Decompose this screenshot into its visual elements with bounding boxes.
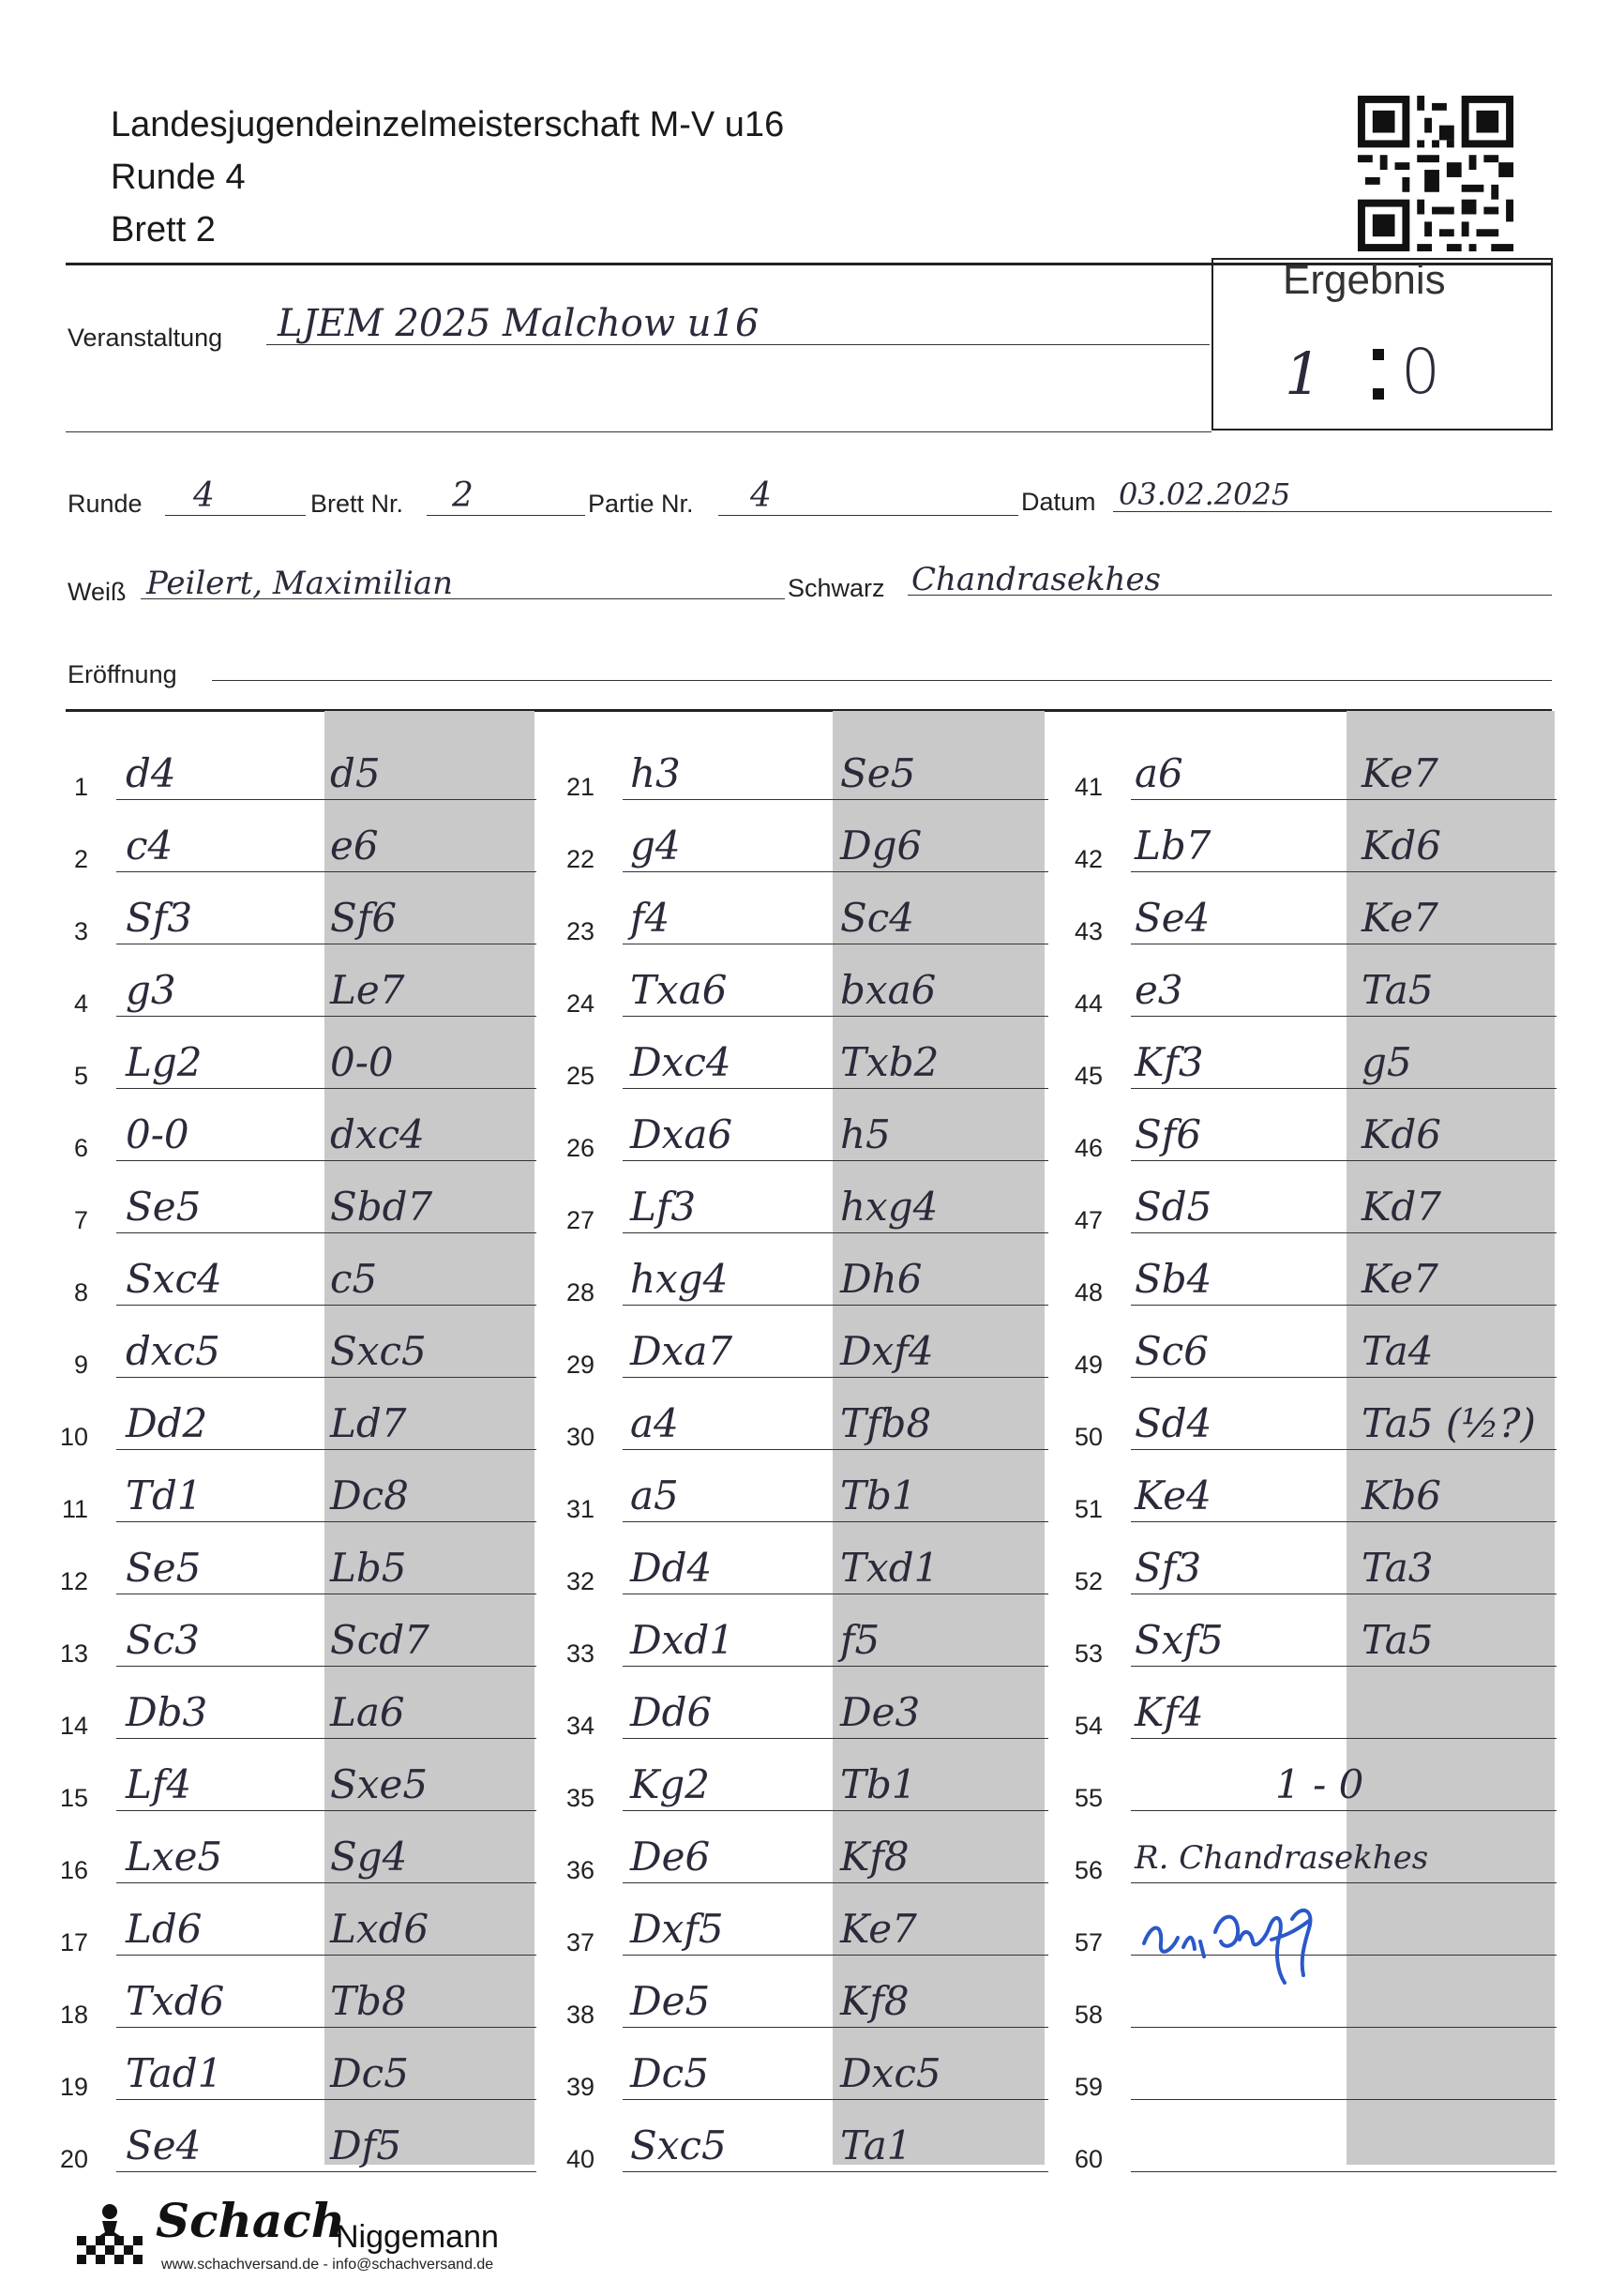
move-number: 12 [59, 1567, 88, 1595]
move-number: 6 [73, 1134, 88, 1162]
move-number: 58 [1074, 2001, 1103, 2029]
move-row-line [1131, 2099, 1557, 2100]
black-move[interactable]: Tfb8 [840, 1400, 932, 1446]
round-label: Runde [68, 490, 143, 518]
move-row-line [1131, 1232, 1557, 1233]
move-number: 24 [565, 989, 594, 1018]
black-move[interactable]: Kf8 [840, 1834, 910, 1880]
game-value[interactable]: 4 [750, 476, 772, 515]
white-move[interactable]: Dxa7 [630, 1328, 733, 1374]
move-row-line [116, 1232, 536, 1233]
black-move[interactable]: Ke7 [1362, 1256, 1438, 1302]
result-white: 1 [1285, 340, 1322, 408]
white-move[interactable]: d4 [126, 750, 176, 796]
white-move[interactable]: Dxa6 [630, 1111, 733, 1157]
move-number: 49 [1074, 1351, 1103, 1379]
white-move[interactable]: R. Chandrasekhes [1135, 1839, 1429, 1877]
move-number: 60 [1074, 2145, 1103, 2173]
move-number: 39 [565, 2073, 594, 2101]
move-number: 7 [73, 1206, 88, 1234]
black-move[interactable]: Lxd6 [330, 1906, 429, 1952]
white-move[interactable]: Sxc5 [630, 2122, 727, 2168]
result-label: Ergebnis [1283, 257, 1446, 303]
white-move[interactable]: 0-0 [126, 1111, 189, 1157]
move-number: 28 [565, 1278, 594, 1307]
move-row-line [1131, 1882, 1557, 1883]
white-move[interactable]: Se5 [126, 1545, 202, 1591]
sheet-title: Landesjugendeinzelmeisterschaft M-V u16 [111, 105, 785, 144]
qr-code [1358, 96, 1513, 251]
white-move[interactable]: a4 [630, 1400, 679, 1446]
board-label: Brett Nr. [310, 490, 404, 518]
black-move[interactable]: g5 [1362, 1039, 1412, 1085]
move-number: 25 [565, 1062, 594, 1090]
move-number: 19 [59, 2073, 88, 2101]
black-move[interactable]: Dh6 [840, 1256, 923, 1302]
round-value[interactable]: 4 [193, 476, 215, 515]
white-move[interactable]: Lf4 [126, 1761, 192, 1807]
white-move[interactable]: Sb4 [1135, 1256, 1212, 1302]
black-move[interactable]: Sf6 [330, 895, 398, 941]
move-number: 23 [565, 917, 594, 945]
move-row-line [116, 1955, 536, 1956]
move-number: 10 [59, 1423, 88, 1451]
black-move[interactable]: Lb5 [330, 1545, 407, 1591]
white-move[interactable]: Dc5 [630, 2050, 709, 2096]
move-row-line [1131, 1449, 1557, 1450]
move-number: 48 [1074, 1278, 1103, 1307]
move-row-line [1131, 1160, 1557, 1161]
black-move[interactable]: 0-0 [330, 1039, 394, 1085]
move-row-line [623, 1882, 1048, 1883]
move-number: 30 [565, 1423, 594, 1451]
black-move[interactable]: Ld7 [330, 1400, 407, 1446]
black-move[interactable]: Txd1 [840, 1545, 940, 1591]
move-row-line [623, 1955, 1048, 1956]
move-number: 34 [565, 1712, 594, 1740]
move-number: 2 [73, 845, 88, 873]
white-move[interactable]: Dxd1 [630, 1617, 734, 1663]
move-number: 40 [565, 2145, 594, 2173]
white-move[interactable]: Dd4 [630, 1545, 713, 1591]
white-move[interactable]: Ld6 [126, 1906, 203, 1952]
black-move[interactable]: Kf8 [840, 1978, 910, 2024]
signature-image [1135, 1885, 1341, 1988]
white-move[interactable]: a5 [630, 1473, 679, 1518]
white-move[interactable]: Sd5 [1135, 1184, 1212, 1230]
black-move[interactable]: Kd7 [1362, 1184, 1441, 1230]
white-value[interactable]: Peilert, Maximilian [146, 565, 454, 602]
move-number: 18 [59, 2001, 88, 2029]
white-move[interactable]: Kf4 [1135, 1689, 1204, 1735]
white-move[interactable]: e3 [1135, 967, 1183, 1013]
white-move[interactable]: Tad1 [126, 2050, 223, 2096]
footer-brand-suffix: Niggemann [336, 2219, 499, 2255]
chess-pawn-logo-icon [75, 2202, 150, 2266]
black-move[interactable]: Sxc5 [330, 1328, 427, 1374]
move-row-line [623, 1449, 1048, 1450]
white-move[interactable]: Txd6 [126, 1978, 225, 2024]
move-number: 56 [1074, 1856, 1103, 1884]
white-move[interactable]: Lxe5 [126, 1834, 223, 1880]
move-number: 47 [1074, 1206, 1103, 1234]
opening-line [212, 680, 1552, 681]
move-row-line [623, 1016, 1048, 1017]
white-move[interactable]: a6 [1135, 750, 1183, 796]
white-move[interactable]: 1 - 0 [1275, 1761, 1364, 1807]
move-number: 11 [61, 1495, 88, 1523]
black-move[interactable]: Tb8 [330, 1978, 407, 2024]
move-row-line [623, 1738, 1048, 1739]
board-line [427, 515, 585, 516]
white-move[interactable]: dxc5 [126, 1328, 220, 1374]
round-line [165, 515, 306, 516]
move-number: 53 [1074, 1639, 1103, 1668]
date-label: Datum [1021, 488, 1096, 516]
move-row-line [116, 1088, 536, 1089]
move-number: 38 [565, 2001, 594, 2029]
black-move[interactable]: Dxc5 [840, 2050, 941, 2096]
black-move[interactable]: Ta3 [1362, 1545, 1434, 1591]
move-row-line [623, 1160, 1048, 1161]
white-move[interactable]: hxg4 [630, 1256, 729, 1302]
black-move[interactable]: bxa6 [840, 967, 937, 1013]
white-move[interactable]: Kf3 [1135, 1039, 1204, 1085]
white-move[interactable]: De5 [630, 1978, 711, 2024]
move-row-line [1131, 2171, 1557, 2172]
move-row-line [623, 799, 1048, 800]
board-value[interactable]: 2 [452, 476, 474, 515]
move-row-line [116, 1521, 536, 1522]
result-separator [1373, 349, 1384, 360]
black-move[interactable]: d5 [330, 750, 381, 796]
move-number: 9 [73, 1351, 88, 1379]
move-number: 4 [73, 989, 88, 1018]
move-number: 51 [1074, 1495, 1103, 1523]
move-number: 22 [565, 845, 594, 873]
move-number: 42 [1074, 845, 1103, 873]
black-move[interactable]: Ke7 [840, 1906, 917, 1952]
black-move[interactable]: Df5 [330, 2122, 401, 2168]
move-number: 3 [73, 917, 88, 945]
move-row-line [116, 1160, 536, 1161]
move-row-line [623, 2027, 1048, 2028]
black-move[interactable]: Ta5 [1362, 967, 1434, 1013]
black-move[interactable]: Ta1 [840, 2122, 912, 2168]
move-row-line [116, 2171, 536, 2172]
white-move[interactable]: Sc3 [126, 1617, 201, 1663]
move-row-line [116, 871, 536, 872]
black-move[interactable]: La6 [330, 1689, 405, 1735]
board-heading: Brett 2 [111, 210, 216, 249]
move-number: 14 [59, 1712, 88, 1740]
black-move[interactable]: Tb1 [840, 1473, 917, 1518]
move-number: 46 [1074, 1134, 1103, 1162]
black-move[interactable]: De3 [840, 1689, 921, 1735]
white-move[interactable]: Sf3 [126, 895, 193, 941]
move-number: 20 [59, 2145, 88, 2173]
move-row-line [116, 2099, 536, 2100]
result-separator-lower [1373, 388, 1384, 400]
black-move[interactable]: Kb6 [1362, 1473, 1441, 1518]
black-move[interactable]: f5 [840, 1617, 880, 1663]
move-row-line [1131, 1305, 1557, 1306]
move-row-line [1131, 1088, 1557, 1089]
move-number: 41 [1074, 773, 1103, 801]
black-move[interactable]: Tb1 [840, 1761, 917, 1807]
white-move[interactable]: Txa6 [630, 967, 728, 1013]
move-row-line [116, 2027, 536, 2028]
game-label: Partie Nr. [588, 490, 694, 518]
move-row-line [1131, 1738, 1557, 1739]
move-number: 45 [1074, 1062, 1103, 1090]
move-number: 13 [59, 1639, 88, 1668]
black-move[interactable]: Sg4 [330, 1834, 408, 1880]
move-number: 52 [1074, 1567, 1103, 1595]
move-row-line [1131, 799, 1557, 800]
move-number: 8 [73, 1278, 88, 1307]
move-row-line [1131, 2027, 1557, 2028]
move-row-line [1131, 871, 1557, 872]
white-move[interactable]: Lb7 [1135, 823, 1211, 869]
move-number: 5 [73, 1062, 88, 1090]
white-move[interactable]: Se5 [126, 1184, 202, 1230]
white-move[interactable]: Dd2 [126, 1400, 208, 1446]
move-row-line [116, 1449, 536, 1450]
black-move[interactable]: Scd7 [330, 1617, 429, 1663]
white-move[interactable]: Sc6 [1135, 1328, 1210, 1374]
white-move[interactable]: Dxf5 [630, 1906, 724, 1952]
move-row-line [623, 1232, 1048, 1233]
white-label: Weiß [68, 578, 127, 606]
black-move[interactable]: hxg4 [840, 1184, 939, 1230]
white-move[interactable]: De6 [630, 1834, 711, 1880]
move-number: 17 [59, 1928, 88, 1956]
white-move[interactable]: Db3 [126, 1689, 208, 1735]
black-move[interactable]: Kd6 [1362, 1111, 1441, 1157]
black-move[interactable]: Ta5 [1362, 1617, 1434, 1663]
move-number: 29 [565, 1351, 594, 1379]
black-move[interactable]: Ta5 (½?) [1362, 1400, 1536, 1446]
black-move[interactable]: Kd6 [1362, 823, 1441, 869]
move-number: 43 [1074, 917, 1103, 945]
move-row-line [116, 1882, 536, 1883]
move-number: 55 [1074, 1784, 1103, 1812]
white-move[interactable]: Lf3 [630, 1184, 697, 1230]
move-row-line [1131, 1521, 1557, 1522]
move-number: 44 [1074, 989, 1103, 1018]
black-move[interactable]: Se5 [840, 750, 916, 796]
black-move[interactable]: Txb2 [840, 1039, 940, 1085]
moves-top-rule [66, 709, 1552, 712]
move-row-line [623, 1088, 1048, 1089]
black-move[interactable]: Le7 [330, 967, 405, 1013]
black-move[interactable]: c5 [330, 1256, 378, 1302]
move-row-line [1131, 1016, 1557, 1017]
move-row-line [116, 799, 536, 800]
move-row-line [623, 1666, 1048, 1667]
move-row-line [116, 1666, 536, 1667]
white-move[interactable]: Lg2 [126, 1039, 203, 1085]
move-number: 37 [565, 1928, 594, 1956]
move-row-line [623, 2171, 1048, 2172]
round-heading: Runde 4 [111, 158, 246, 197]
black-move[interactable]: Sc4 [840, 895, 915, 941]
white-move[interactable]: Sxf5 [1135, 1617, 1224, 1663]
move-row-line [623, 1377, 1048, 1378]
move-row-line [623, 2099, 1048, 2100]
white-move[interactable]: g4 [630, 823, 681, 869]
black-move[interactable]: Ke7 [1362, 750, 1438, 796]
black-move[interactable]: Sbd7 [330, 1184, 433, 1230]
black-move[interactable]: Dc8 [330, 1473, 409, 1518]
white-move[interactable]: Sd4 [1135, 1400, 1212, 1446]
white-move[interactable]: g3 [126, 967, 176, 1013]
move-number: 31 [565, 1495, 594, 1523]
black-label: Schwarz [788, 574, 885, 602]
black-move[interactable]: Dc5 [330, 2050, 409, 2096]
move-row-line [623, 1521, 1048, 1522]
move-row-line [116, 1810, 536, 1811]
move-number: 26 [565, 1134, 594, 1162]
move-number: 33 [565, 1639, 594, 1668]
move-row-line [1131, 1810, 1557, 1811]
white-move[interactable]: Dd6 [630, 1689, 713, 1735]
move-row-line [1131, 1666, 1557, 1667]
move-number: 1 [73, 773, 88, 801]
footer-brand: Schach [156, 2193, 346, 2248]
move-number: 35 [565, 1784, 594, 1812]
event-second-line [66, 431, 1211, 432]
white-move[interactable]: Dxc4 [630, 1039, 731, 1085]
move-number: 59 [1074, 2073, 1103, 2101]
move-number: 16 [59, 1856, 88, 1884]
black-move[interactable]: dxc4 [330, 1111, 425, 1157]
black-move[interactable]: h5 [840, 1111, 891, 1157]
black-move[interactable]: Dg6 [840, 823, 923, 869]
black-move[interactable]: e6 [330, 823, 379, 869]
black-move[interactable]: Sxe5 [330, 1761, 429, 1807]
white-move[interactable]: Sf6 [1135, 1111, 1202, 1157]
black-move[interactable]: Ta4 [1362, 1328, 1434, 1374]
white-move[interactable]: c4 [126, 823, 173, 869]
move-number: 50 [1074, 1423, 1103, 1451]
move-number: 54 [1074, 1712, 1103, 1740]
white-move[interactable]: Sf3 [1135, 1545, 1202, 1591]
move-row-line [623, 871, 1048, 872]
move-row-line [116, 1305, 536, 1306]
move-number: 36 [565, 1856, 594, 1884]
white-move[interactable]: Sxc4 [126, 1256, 222, 1302]
result-black: 0 [1401, 336, 1440, 408]
black-move[interactable]: Ke7 [1362, 895, 1438, 941]
move-row-line [116, 1738, 536, 1739]
white-move[interactable]: Td1 [126, 1473, 203, 1518]
white-move[interactable]: f4 [630, 895, 670, 941]
move-row-line [1131, 1377, 1557, 1378]
move-row-line [116, 1016, 536, 1017]
footer-contact: www.schachversand.de - info@schachversand.de [161, 2257, 494, 2273]
move-number: 27 [565, 1206, 594, 1234]
event-label: Veranstaltung [68, 324, 223, 352]
date-value[interactable]: 03.02.2025 [1119, 476, 1291, 512]
white-move[interactable]: Ke4 [1135, 1473, 1211, 1518]
white-move[interactable]: h3 [630, 750, 681, 796]
move-number: 15 [59, 1784, 88, 1812]
move-number: 57 [1074, 1928, 1103, 1956]
white-move[interactable]: Kg2 [630, 1761, 710, 1807]
move-number: 32 [565, 1567, 594, 1595]
opening-label: Eröffnung [68, 660, 177, 688]
event-value[interactable]: LJEM 2025 Malchow u16 [278, 302, 760, 345]
move-row-line [623, 1810, 1048, 1811]
move-number: 21 [565, 773, 594, 801]
black-move[interactable]: Dxf4 [840, 1328, 934, 1374]
move-row-line [623, 1305, 1048, 1306]
move-row-line [116, 1377, 536, 1378]
game-line [718, 515, 1018, 516]
white-move[interactable]: Se4 [126, 2122, 202, 2168]
white-move[interactable]: Se4 [1135, 895, 1211, 941]
black-value[interactable]: Chandrasekhes [911, 561, 1162, 598]
